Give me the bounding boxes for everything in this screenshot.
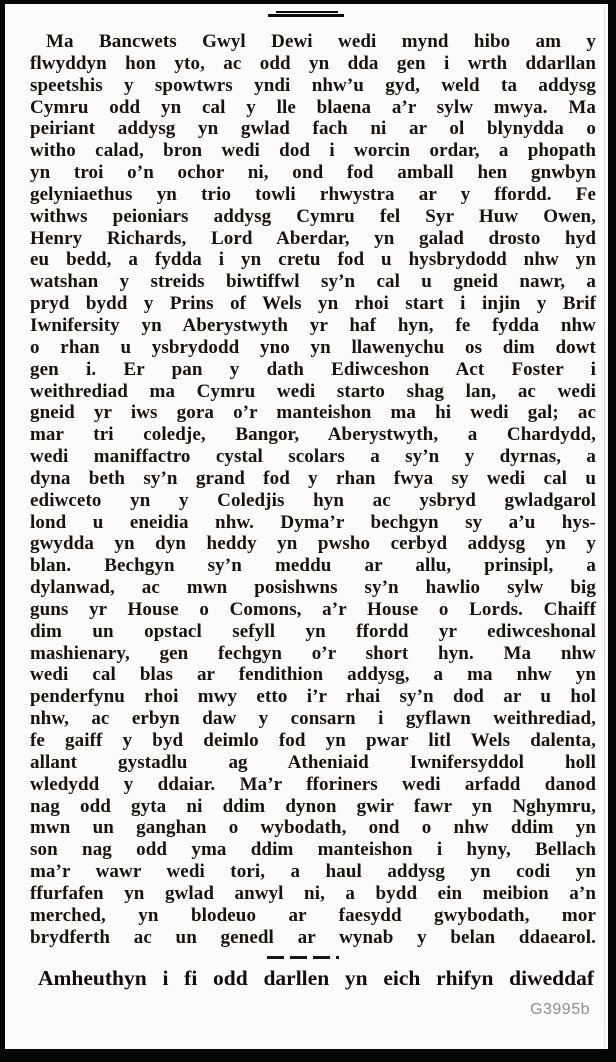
article-line: merched, yn blodeuo ar faesydd gwybodath, mor [30,904,596,926]
article-line: mashienary, gen fechgyn o’r short hyn. Ma nhw [30,642,596,664]
article-line: peiriant addysg yn gwlad fach ni ar ol blynydda o [30,118,596,140]
article-line: yn troi o’n ochor ni, ond fod amball hen gnwbyn [30,162,596,184]
catalog-code: G3995b [530,1001,590,1018]
article-text [30,31,596,948]
article-line: fe gaiff y byd deimlo fod yn pwar litl Wels dalenta, [30,730,596,751]
article-line: mwn un ganghan o wybodath, ond o nhw ddim yn [30,817,596,839]
article-line: ma’r wawr wedi tori, a haul addysg yn codi yn [30,861,596,883]
article-line: Cymru odd yn cal y lle blaena a’r sylw mwya. Ma [30,96,596,118]
article-line: mar tri coledje, Bangor, Aberystwyth, a Chardydd, [30,424,596,446]
article-line: nag odd gyta ni ddim dynon gwir fawr yn Nghymru, [30,795,596,817]
article-line: pryd bydd y Prins of Wels yn rhoi start i injin y Brif [30,293,596,315]
article-line: gelyniaethus yn trio towli rhwystra ar y ffordd. Fe [30,183,596,205]
article-line: ffurfafen yn gwlad anwyl ni, a bydd ein meibion a’n [30,882,596,904]
article-line: gwydda yn dyn heddy yn pwsho cerbyd addysg yn y [30,533,596,555]
article-line: weithrediad ma Cymru wedi starto shag lan, ac wedi [30,380,596,402]
article-line: dim un opstacl sefyll yn ffordd yr ediwceshonal [30,620,596,642]
article-line: gen i. Er pan y dath Ediwceshon Act Foster i [30,358,596,380]
article-line: Henry Richards, Lord Aberdar, yn galad drosto hyd [30,227,596,249]
column-rule-line [604,4,605,1049]
article-line: blan. Bechgyn sy’n meddu ar allu, prinsipl, a [30,555,596,577]
top-rule-thin-bar [276,11,338,13]
article-line: witho calad, bron wedi dod i worcin ordar, a phopath [30,140,596,162]
article-line: withws peioniars addysg Cymru fel Syr Huw Owen, [30,205,596,227]
article-line: nhw, ac erbyn daw y consarn i gyflawn weithrediad, [30,708,596,730]
article-line: gneid yr iws gora o’r manteishon ma hi wedi gal; ac [30,402,596,424]
article-line: eu bedd, a fydda i yn cretu fod u hysbrydodd nhw yn [30,249,596,271]
article-line: dyna beth sy’n grand fod y rhan fwya sy wedi cal u [30,467,596,489]
top-rule-thick-bar [268,14,344,17]
article-line: speetshis y spowtwrs yndi nhw’u gyd, weld ta addysg [30,74,596,96]
article-closing-line: Amheuthyn i fi odd darllen yn eich rhifyn diweddaf [38,966,594,990]
article-line: son nag odd yma ddim manteishon i hyny, Bellach [30,839,596,861]
article-line: lond u eneidia nhw. Dyma’r bechgyn sy a’u hys- [30,511,596,533]
article-line: wedi maniffactro cystal scolars a sy’n y dyrnas, a [30,446,596,468]
article-line: Ma Bancwets Gwyl Dewi wedi mynd hibo am y [46,31,596,52]
article-line: wedi cal blas ar fendithion addysg, a ma nhw yn [30,664,596,686]
top-section-rule [268,11,344,18]
article-line: guns yr House o Comons, a’r House o Lords. Chaiff [30,598,596,620]
article-line: Iwnifersity yn Aberystwyth yr haf hyn, fe fydda nhw [30,314,596,336]
article-line: allant gystadlu ag Atheniaid Iwnifersyddol holl [30,751,596,773]
article-line: wledydd y ddaiar. Ma’r fforiners wedi arfadd danod [30,773,596,795]
article-line: o rhan u ysbrydodd yno yn llawenychu os dim dowt [30,336,596,358]
article-line: penderfynu rhoi mwy etto i’r rhai sy’n dod ar u hol [30,686,596,708]
section-divider-rule [267,956,339,959]
article-line: ediwceto yn y Coledjis hyn ac ysbryd gwladgarol [30,489,596,511]
article-line: dylanwad, ac mwn posishwns sy’n hawlio sylw big [30,577,596,599]
article-line: watshan y streids biwtiffwl sy’n cal u gneid nawr, a [30,271,596,293]
article-line: flwyddyn hon yto, ac odd yn dda gen i wrth ddarllan [30,52,596,74]
article-line: brydferth ac un genedl ar wynab y belan ddaearol. [30,926,596,948]
